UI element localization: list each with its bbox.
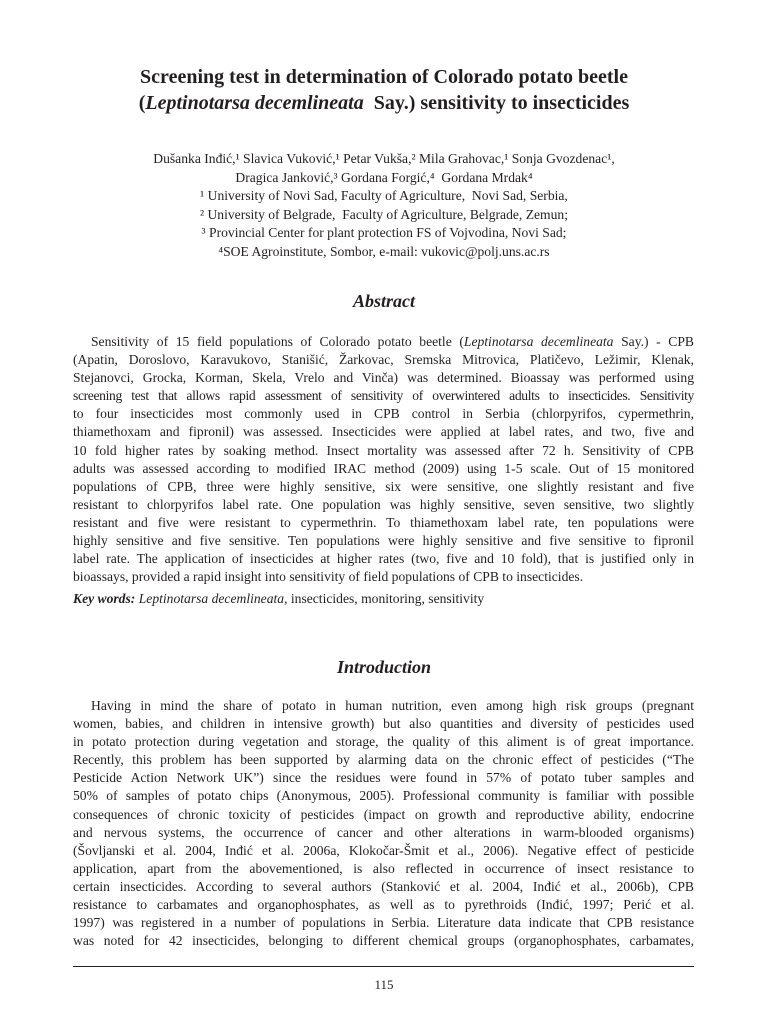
affiliation-1: ¹ University of Novi Sad, Faculty of Agriculture, Novi Sad, Serbia, bbox=[200, 188, 568, 204]
footer-rule bbox=[73, 966, 694, 967]
abstract-line: resistant to chlorpyrifos label rate. One population was highly sensitive, seven sensitive, two slightly bbox=[73, 496, 694, 512]
introduction-heading: Introduction bbox=[336, 657, 432, 677]
intro-line: Having in mind the share of potato in human nutrition, even among high risk groups (pregnant bbox=[91, 698, 694, 713]
author-line-2: Dragica Janković,³ Gordana Forgić,⁴ Gordana Mrdak⁴ bbox=[235, 169, 533, 185]
intro-line: Recently, this problem has been supported by alarming data on the chronic effect of pesticides (“The bbox=[73, 752, 694, 768]
intro-line: (Šovljanski et al. 2004, Inđić et al. 2006a, Klokočar-Šmit et al., 2006). Negative effect of pesticide bbox=[73, 842, 694, 858]
abstract-line: screening test that allows rapid assessment of sensitivity of overwintered adults to insecticides. Sensitivity bbox=[73, 388, 694, 404]
title-species: Leptinotarsa decemlineata bbox=[145, 92, 364, 114]
abstract-line: highly sensitive and five sensitive. Ten populations were highly sensitive and five sensitive to fipronil bbox=[73, 533, 694, 549]
abstract-text: Say.) - CPB bbox=[613, 334, 695, 349]
abstract-line: (Apatin, Doroslovo, Karavukovo, Stanišić, Žarkovac, Sremska Mitrovica, Platičevo, Ležimir, Klenak, bbox=[73, 352, 694, 368]
intro-line: in potato protection during vegetation and storage, the quality of this aliment is of great importance. bbox=[73, 734, 694, 750]
abstract-line: Stejanovci, Grocka, Korman, Skela, Vrelo and Vinča) was determined. Bioassay was performed using bbox=[73, 370, 694, 386]
intro-line: application, apart from the abovementioned, is also reflected in occurrence of insect resistance to bbox=[73, 860, 694, 876]
abstract-body bbox=[73, 333, 694, 586]
abstract-text: Sensitivity of 15 field populations of Colorado potato beetle ( bbox=[91, 334, 464, 349]
intro-line: and nervous systems, the occurrence of cancer and other alterations in warm-blooded organisms) bbox=[73, 824, 694, 840]
abstract-line: populations of CPB, three were highly sensitive, six were sensitive, one slightly resistant and five bbox=[73, 478, 694, 494]
keywords-species: Leptinotarsa decemlineata bbox=[138, 591, 285, 606]
abstract-line: label rate. The application of insecticides at higher rates (two, five and 10 fold), that is justified only in bbox=[73, 551, 694, 567]
intro-line: women, babies, and children in intensive growth) but also quantities and diversity of pesticides used bbox=[73, 716, 694, 732]
abstract-line: adults was assessed according to modified IRAC method (2009) using 1-5 scale. Out of 15 monitored bbox=[73, 460, 694, 476]
keywords-rest: , insecticides, monitoring, sensitivity bbox=[284, 591, 485, 606]
title-line-1: Screening test in determination of Colorado potato beetle bbox=[140, 66, 628, 88]
intro-line: Pesticide Action Network UK”) since the residues were found in 57% of potato tuber samples and bbox=[73, 770, 694, 786]
abstract-heading: Abstract bbox=[352, 291, 415, 311]
intro-line: resistance to carbamates and organophosphates, as well as to pyrethroids (Inđić, 1997; Perić et al. bbox=[73, 897, 694, 913]
intro-line: 1997) was registered in a number of populations in Serbia. Literature data indicate that CPB resistance bbox=[73, 915, 694, 931]
title-line-2-rest: Say.) sensitivity to insecticides bbox=[363, 92, 630, 114]
intro-line: 50% of samples of potato chips (Anonymous, 2005). Professional community is familiar with possible bbox=[73, 788, 694, 804]
abstract-line: 10 fold higher rates by soaking method. Insect mortality was assessed after 72 h. Sensitivity of CPB bbox=[73, 442, 694, 458]
title-paren: ( bbox=[138, 92, 146, 114]
intro-line: certain insecticides. According to several authors (Stanković et al. 2004, Inđić et al., 2006b), CPB bbox=[73, 878, 694, 894]
abstract-line bbox=[73, 333, 694, 351]
affiliation-3: ³ Provincial Center for plant protection FS of Vojvodina, Novi Sad; bbox=[201, 225, 567, 241]
title-line-2 bbox=[60, 90, 708, 116]
abstract-line: resistant and five were resistant to cypermethrin. To thiamethoxam label rate, ten populations were bbox=[73, 514, 694, 530]
abstract-line: thiamethoxam and fipronil) was assessed. Insecticides were applied at label rates, and two, five and bbox=[73, 424, 694, 440]
abstract-line: bioassays, provided a rapid insight into sensitivity of field populations of CPB to insecticides. bbox=[73, 569, 584, 585]
affiliation-4: ⁴SOE Agroinstitute, Sombor, e-mail: vukovic@polj.uns.ac.rs bbox=[218, 243, 550, 259]
intro-line: consequences of chronic toxicity of pesticides (impact on growth and reproductive ability, endocrine bbox=[73, 806, 694, 822]
intro-line: was noted for 42 insecticides, belonging to different chemical groups (organophosphates, carbamates, bbox=[73, 933, 694, 949]
author-line-1: Dušanka Inđić,¹ Slavica Vuković,¹ Petar Vukša,² Mila Grahovac,¹ Sonja Gvozdenac¹, bbox=[153, 151, 615, 166]
affiliation-2: ² University of Belgrade, Faculty of Agriculture, Belgrade, Zemun; bbox=[200, 206, 568, 222]
paper-title bbox=[60, 64, 708, 116]
keywords-line bbox=[73, 590, 694, 608]
page-number: 115 bbox=[374, 977, 394, 992]
introduction-body bbox=[73, 697, 694, 950]
abstract-species: Leptinotarsa decemlineata bbox=[463, 334, 614, 349]
keywords-label: Key words: bbox=[73, 591, 136, 606]
author-block bbox=[80, 150, 688, 262]
abstract-line: to four insecticides most commonly used in CPB control in Serbia (chlorpyrifos, cypermethrin, bbox=[73, 406, 694, 422]
